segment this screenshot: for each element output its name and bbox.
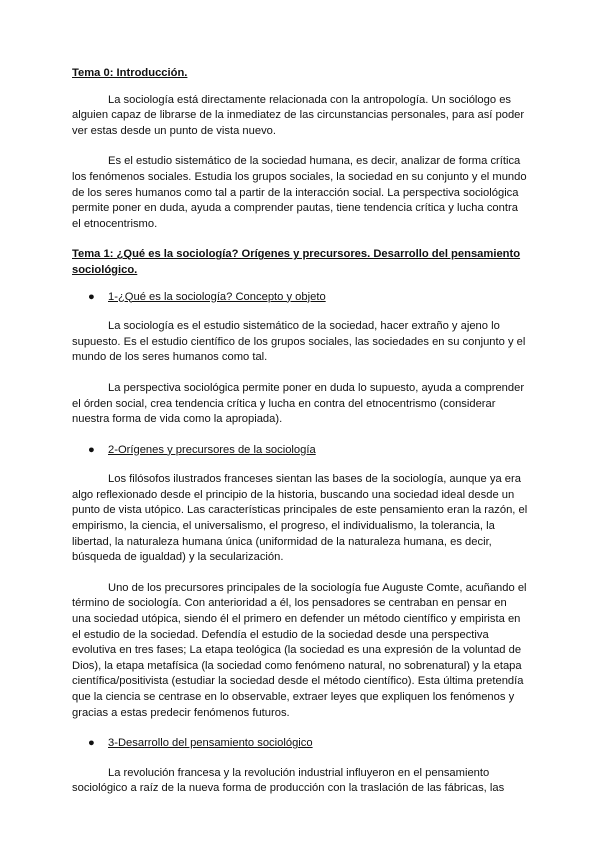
section-2-paragraph-1: Los filósofos ilustrados franceses sientan las bases de la sociología, aunque ya era algo reflexionado desde el principio de la historia, buscando una sociedad ideal desde un punto de vista utópico. Las características principales de este pensamiento eran la razón, el empirismo, la ciencia, el universalismo, el progreso, el individualismo, la tolerancia, la libertad, la naturaleza humana única (uniformidad de la naturaleza humana, es decir, búsqueda de igualdad) y la secularización. (72, 473, 528, 564)
section-3-title: 3-Desarrollo del pensamiento sociológico (108, 737, 313, 750)
section-1-title: 1-¿Qué es la sociología? Concepto y objeto (108, 290, 326, 303)
section-2-title: 2-Orígenes y precursores de la sociología (108, 443, 316, 456)
section-2-bullet (72, 443, 528, 459)
tema0-heading: Tema 0: Introducción. (72, 67, 188, 79)
bullet-icon: ● (88, 290, 95, 303)
document-page (72, 66, 528, 812)
bullet-icon: ● (88, 737, 95, 750)
tema1-heading: Tema 1: ¿Qué es la sociología? Orígenes y precursores. Desarrollo del pensamiento sociológico. (72, 248, 521, 276)
bullet-icon: ● (88, 443, 95, 456)
section-3-paragraph-1: La revolución francesa y la revolución industrial influyeron en el pensamiento sociológico a raíz de la nueva forma de producción con la traslación de las fábricas, las (72, 766, 505, 795)
section-1-bullet (72, 290, 528, 306)
tema0-paragraph-1: La sociología está directamente relacionada con la antropología. Un sociólogo es alguien capaz de librarse de la inmediatez de las circunstancias personales, para así poder ver estas desde un punto de vista nuevo. (72, 93, 525, 137)
section-1-paragraph-2: La perspectiva sociológica permite poner en duda lo supuesto, ayuda a comprender el órden social, crea tendencia crítica y lucha en contra del etnocentrismo (considerar nuestra forma de vida como la apropiada). (72, 381, 525, 426)
section-1-paragraph-1: La sociología es el estudio sistemático de la sociedad, hacer extraño y ajeno lo supuesto. Es el estudio científico de los grupos sociales, las sociedades en su conjunto y el mundo de los seres humanos como tal. (72, 320, 526, 364)
tema0-paragraph-2: Es el estudio sistemático de la sociedad humana, es decir, analizar de forma crítica los fenómenos sociales. Estudia los grupos sociales, la sociedad en su conjunto y el mundo de los seres humanos como tal a partir de la interacción social. La perspectiva sociológica permite poner en duda, ayuda a comprender pautas, tiene tendencia crítica y lucha contra el etnocentrismo. (72, 155, 527, 230)
section-2-paragraph-2: Uno de los precursores principales de la sociología fue Auguste Comte, acuñando el término de sociología. Con anterioridad a él, los pensadores se centraban en pensar en una sociedad utópica, siendo él el primero en defender un método científico y empirista en el estudio de la sociedad. Defendía el estudio de la sociedad desde una perspectiva evolutiva en tres fases; La etapa teológica (la sociedad es una expresión de la voluntad de Dios), la etapa metafísica (la sociedad como fenómeno natural, no sobrenatural) y la etapa científica/positivista (estudiar la sociedad desde el método científico). Esta última pretendía que la ciencia se centrase en lo observable, extraer leyes que expliquen los fenómenos y gracias a estas predecir fenómenos futuros. (72, 581, 527, 719)
section-3-bullet (72, 736, 528, 752)
